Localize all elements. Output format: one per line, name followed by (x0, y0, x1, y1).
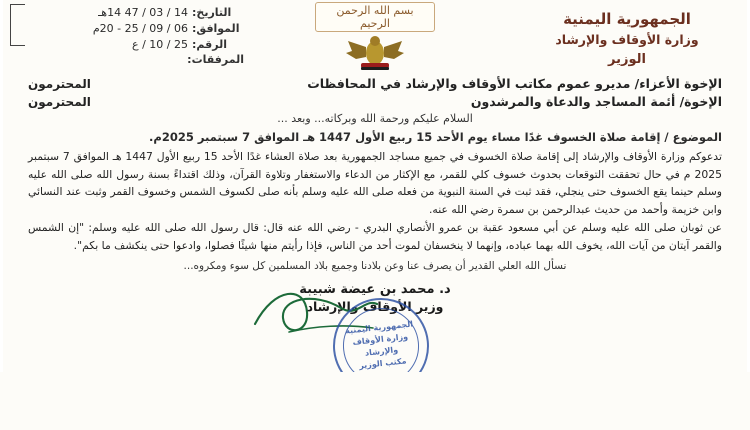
ministry-letterhead (522, 8, 732, 70)
metadata-row-gregorian (14, 22, 244, 36)
body-paragraph: تدعوكم وزارة الأوقاف والإرشاد إلى إقامة صلاة الخسوف في جميع مساجد الجمهورية بعد صلاة العشاء غدًا الأحد 15 ربيع الأول 1447 هـ الموافق 7 سبتمبر 2025 م في حال تحققت التوقعات بحدوث خسوف كلي للقمر، مع الإكثار من الدعاء والاستغفار وتلاوة القرآن، وذلك اقتداءً بسنة رسول الله صلى الله عليه وسلم حينما يقع الخسوف حتى ينجلي، فقد ثبت في السنة النبوية من فعله صلى الله عليه وسلم بأنه صلى لكسوف الشمس وخسوف القمر وثبت عند النسائي وابن خزيمة وأحمد من حديث عبدالرحمن بن سمرة رضي الله عنه. (28, 150, 722, 216)
number-value: 25 / 10 / ع (132, 37, 188, 51)
addressee-text: الإخوة/ أئمة المساجد والدعاة والمرشدون (470, 94, 722, 109)
addressee-honorific: المحترمون (28, 77, 91, 91)
metadata-row-attachments (14, 53, 244, 67)
signer-title: وزير الأوقاف والإرشاد (306, 299, 444, 315)
body-paragraph: عن ثوبان صلى الله عليه وسلم عن أبي مسعود عقبة بن عمرو الأنصاري البدري - رضي الله عنه قال: قال رسول الله صلى الله عليه وسلم: "إن الشمس والقمر آيتان من آيات الله، يخوف الله بهما عباده، وإنهما لا ينخسفان لموت أحد من الناس، فإذا رأيتم منها شيئًا فصلوا، وادعوا حتى ينكشف ما بكم". (28, 221, 722, 252)
stamp-line-2: وزارة الأوقاف والإرشاد (352, 332, 409, 358)
ministry-name: وزارة الأوقاف والإرشاد (555, 31, 699, 47)
subject-line: الموضوع / إقامة صلاة الخسوف غدًا مساء يوم الأحد 15 ربيع الأول 1447 هـ الموافق 7 سبتمبر 2025م. (149, 130, 722, 144)
date-label: التاريخ: (192, 6, 232, 19)
number-label: الرقم: (192, 37, 227, 51)
date-value: 14 / 03 / 47 14هـ (98, 6, 188, 19)
addressee-text: الإخوة الأعزاء/ مديرو عموم مكاتب الأوقاف والإرشاد في المحافظات (307, 76, 722, 91)
gregorian-value: 06 / 09 / 25 - 20م (92, 21, 188, 35)
metadata-row-date (14, 6, 244, 20)
basmala-text: بسم الله الرحمن الرحيم (315, 2, 435, 32)
stamp-line-1: الجمهورية اليمنية (344, 319, 414, 336)
letter-header (0, 0, 750, 72)
letter-body (28, 148, 722, 254)
addressee-line (28, 94, 722, 109)
letter-metadata (14, 6, 244, 69)
addressee-block (28, 76, 722, 109)
gregorian-label: الموافق: (192, 21, 240, 35)
stamp-line-3: مكتب الوزير (358, 356, 407, 371)
addressee-line (28, 76, 722, 91)
yemen-eagle-emblem-icon (315, 33, 435, 73)
addressee-honorific: المحترمون (28, 95, 91, 109)
signer-name: د. محمد بن عيضة شبيبة (299, 282, 451, 298)
greeting-text: السلام عليكم ورحمة الله وبركاته... وبعد ... (277, 112, 473, 125)
closing-invocation: نسأل الله العلي القدير أن يصرف عنا وعن بلادنا وجميع بلاد المسلمين كل سوء ومكروه... (183, 260, 567, 273)
metadata-bracket (10, 4, 25, 46)
attachments-label: المرفقات: (187, 53, 244, 67)
metadata-row-number (14, 38, 244, 52)
signature-block (0, 282, 750, 382)
republic-name: الجمهورية اليمنية (563, 10, 691, 28)
emblem-block (315, 2, 435, 73)
office-name: الوزير (608, 52, 646, 68)
page-bottom-margin (0, 372, 750, 430)
